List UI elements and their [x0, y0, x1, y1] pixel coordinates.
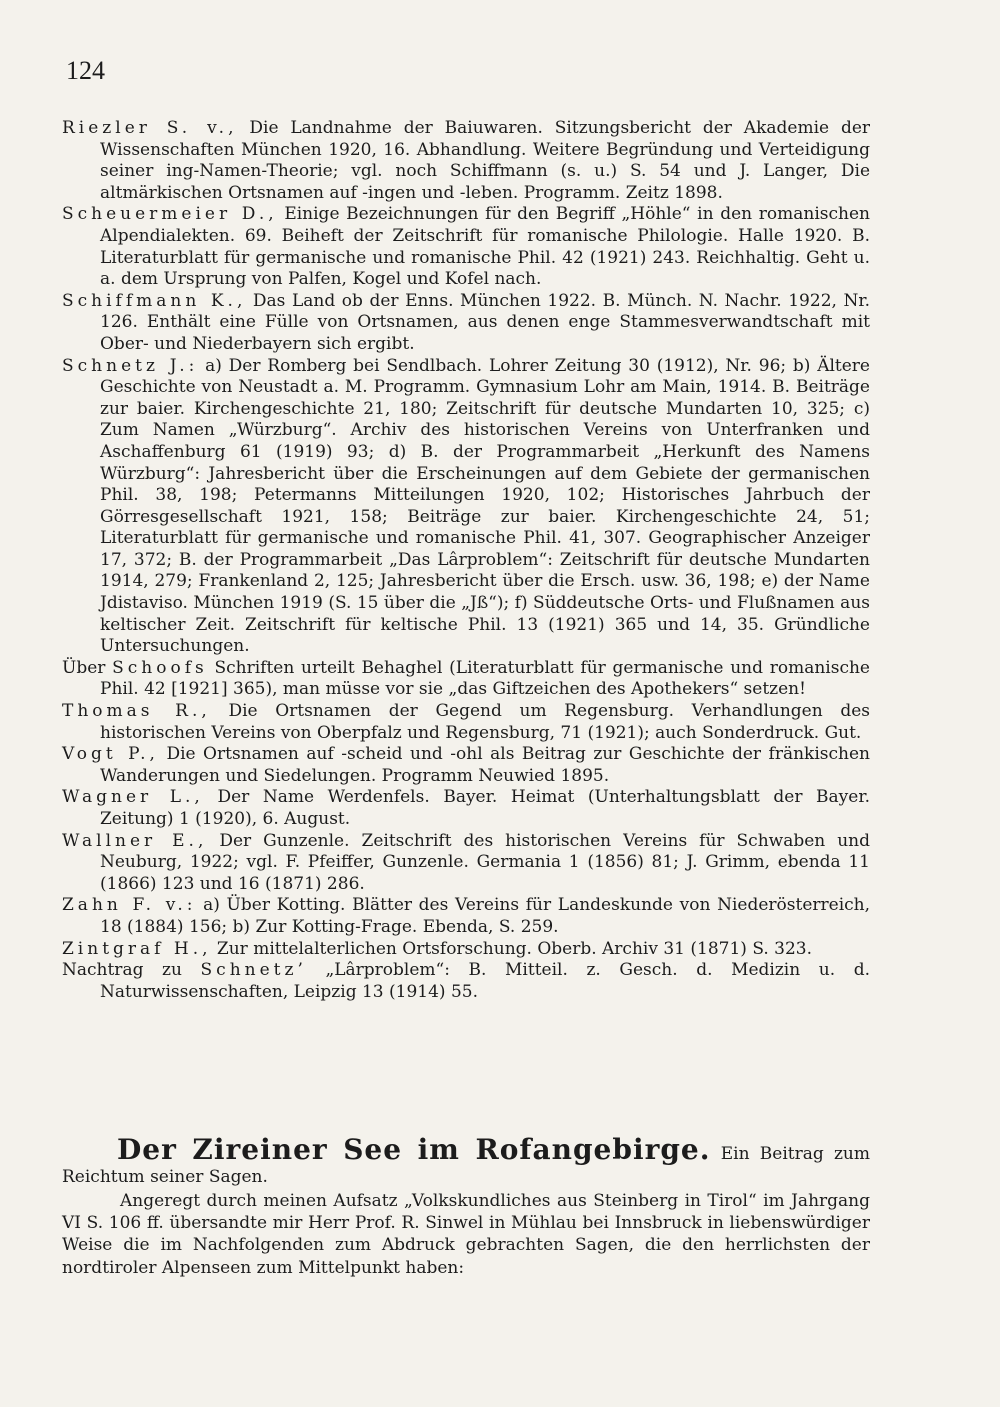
- bibliography-note: [62, 658, 870, 701]
- page-number: 124: [66, 56, 105, 85]
- bibliography-entry: [62, 787, 870, 830]
- author-name: Scheuermeier D.,: [62, 204, 278, 225]
- entry-text: Das Land ob der Enns. München 1922. B. Münch. N. Nachr. 1922, Nr. 126. Enthält eine Fülle von Ortsnamen, aus denen enge Stammesverwandtschaft mit Ober- und Niederbayern sich ergibt.: [100, 290, 871, 354]
- entry-text: a) Über Kotting. Blätter des Vereins für Landeskunde von Niederösterreich, 18 (1884) 156; b) Zur Kotting-Frage. Ebenda, S. 259.: [100, 895, 871, 937]
- entry-text: a) Der Romberg bei Sendlbach. Lohrer Zeitung 30 (1912), Nr. 96; b) Ältere Geschichte von Neustadt a. M. Programm. Gymnasium Lohr am Main, 1914. B. Beiträge zur baier. Kirchengeschichte 21, 180; Zeitschrift für deutsche Mundarten 10, 325; c) Zum Namen „Würzburg“. Archiv des historischen Vereins von Unterfranken und Aschaffenburg 61 (1919) 93; d) B. der Programmarbeit „Herkunft des Namens Würzburg“: Jahresbericht über die Erscheinungen auf dem Gebiete der germanischen Phil. 38, 198; Petermanns Mitteilungen 1920, 102; Historisches Jahrbuch der Görresgesellschaft 1921, 158; Beiträge zur baier. Kirchengeschichte 24, 51; Literaturblatt für germanische und romanische Phil. 41, 307. Geographischer Anzeiger 17, 372; B. der Programmarbeit „Das Lârproblem“: Zeitschrift für deutsche Mundarten 1914, 279; Frankenland 2, 125; Jahresbericht über die Ersch. usw. 36, 198; e) der Name Jdistaviso. München 1919 (S. 15 über die „Jß“); f) Süddeutsche Orts- und Flußnamen aus keltischer Zeit. Zeitschrift für keltische Phil. 13 (1921) 365 und 14, 35. Gründliche Untersuchungen.: [100, 355, 870, 657]
- entry-text: Die Ortsnamen der Gegend um Regensburg. Verhandlungen des historischen Vereins von Oberpfalz und Regensburg, 71 (1921); auch Sonderdruck. Gut.: [100, 701, 871, 743]
- entry-text: Zur mittelalterlichen Ortsforschung. Oberb. Archiv 31 (1871) S. 323.: [216, 938, 813, 959]
- author-name: Zahn F. v.:: [62, 895, 197, 916]
- entry-text: Die Ortsnamen auf -scheid und -ohl als Beitrag zur Geschichte der fränkischen Wanderungen und Siedelungen. Programm Neuwied 1895.: [100, 744, 870, 786]
- bibliography-addendum: [62, 960, 870, 1003]
- author-name: Schoofs: [112, 657, 208, 678]
- bibliography-entry: [62, 831, 870, 896]
- author-name: Wagner L.,: [62, 787, 204, 808]
- bibliography-entry: [62, 744, 870, 787]
- author-name: Thomas R.,: [62, 701, 211, 722]
- section-paragraph: Angeregt durch meinen Aufsatz „Volkskundliches aus Steinberg in Tirol“ im Jahrgang VI S. 106 ff. übersandte mir Herr Prof. R. Sinwel in Mühlau bei Innsbruck in liebenswürdiger Weise die im Nachfolgenden zum Abdruck gebrachten Sagen, die den herrlichsten der nordtiroler Alpenseen zum Mittelpunkt haben:: [62, 1191, 870, 1278]
- section-subtitle: Ein Beitrag zum Reichtum seiner Sagen.: [62, 1144, 870, 1187]
- entry-text: Einige Bezeichnungen für den Begriff „Höhle“ in den romanischen Alpendialekten. 69. Beiheft der Zeitschrift für romanische Philologie. Halle 1920. B. Literaturblatt für germanische und romanische Phil. 42 (1921) 243. Reichhaltig. Geht u. a. dem Ursprung von Palfen, Kogel und Kofel nach.: [100, 204, 870, 290]
- note-prefix: Nachtrag zu: [62, 960, 201, 981]
- bibliography-entry: [62, 939, 870, 961]
- section-title: Der Zireiner See im Rofangebirge.: [117, 1133, 711, 1166]
- author-name: Schiffmann K.,: [62, 290, 247, 311]
- bibliography-list: [62, 118, 870, 1003]
- bibliography-entry: [62, 356, 870, 658]
- bibliography-entry: [62, 291, 870, 356]
- author-name: Riezler S. v.,: [62, 118, 238, 138]
- bibliography-entry: [62, 701, 870, 744]
- bibliography-entry: [62, 895, 870, 938]
- entry-text: Der Gunzenle. Zeitschrift des historischen Vereins für Schwaben und Neuburg, 1922; vgl. F. Pfeiffer, Gunzenle. Germania 1 (1856) 81; J. Grimm, ebenda 11 (1866) 123 und 16 (1871) 286.: [100, 830, 870, 894]
- author-name: Wallner E.,: [62, 830, 208, 851]
- note-prefix: Über: [62, 657, 113, 678]
- bibliography-entry: [62, 204, 870, 290]
- entry-text: Der Name Werdenfels. Bayer. Heimat (Unterhaltungsblatt der Bayer. Zeitung) 1 (1920), 6. August.: [100, 787, 870, 829]
- author-name: Schnetz’: [200, 960, 307, 981]
- author-name: Zintgraf H.,: [62, 938, 212, 959]
- entry-text: „Lârproblem“: B. Mitteil. z. Gesch. d. Medizin u. d. Naturwissenschaften, Leipzig 13 (1914) 55.: [100, 960, 870, 1002]
- author-name: Schnetz J.:: [62, 355, 199, 376]
- entry-text: Die Landnahme der Baiuwaren. Sitzungsbericht der Akademie der Wissenschaften München 1920, 16. Abhandlung. Weitere Begründung und Verteidigung seiner ing-Namen-Theorie; vgl. noch Schiffmann (s. u.) S. 54 und J. Langer, Die altmärkischen Ortsnamen auf -ingen und -leben. Programm. Zeitz 1898.: [100, 118, 871, 203]
- bibliography-entry: [62, 118, 870, 204]
- author-name: Vogt P.,: [62, 744, 159, 765]
- section-header: [62, 1133, 870, 1189]
- entry-text: Schriften urteilt Behaghel (Literaturblatt für germanische und romanische Phil. 42 [1921] 365), man müsse vor sie „das Giftzeichen des Apothekers“ setzen!: [100, 657, 870, 700]
